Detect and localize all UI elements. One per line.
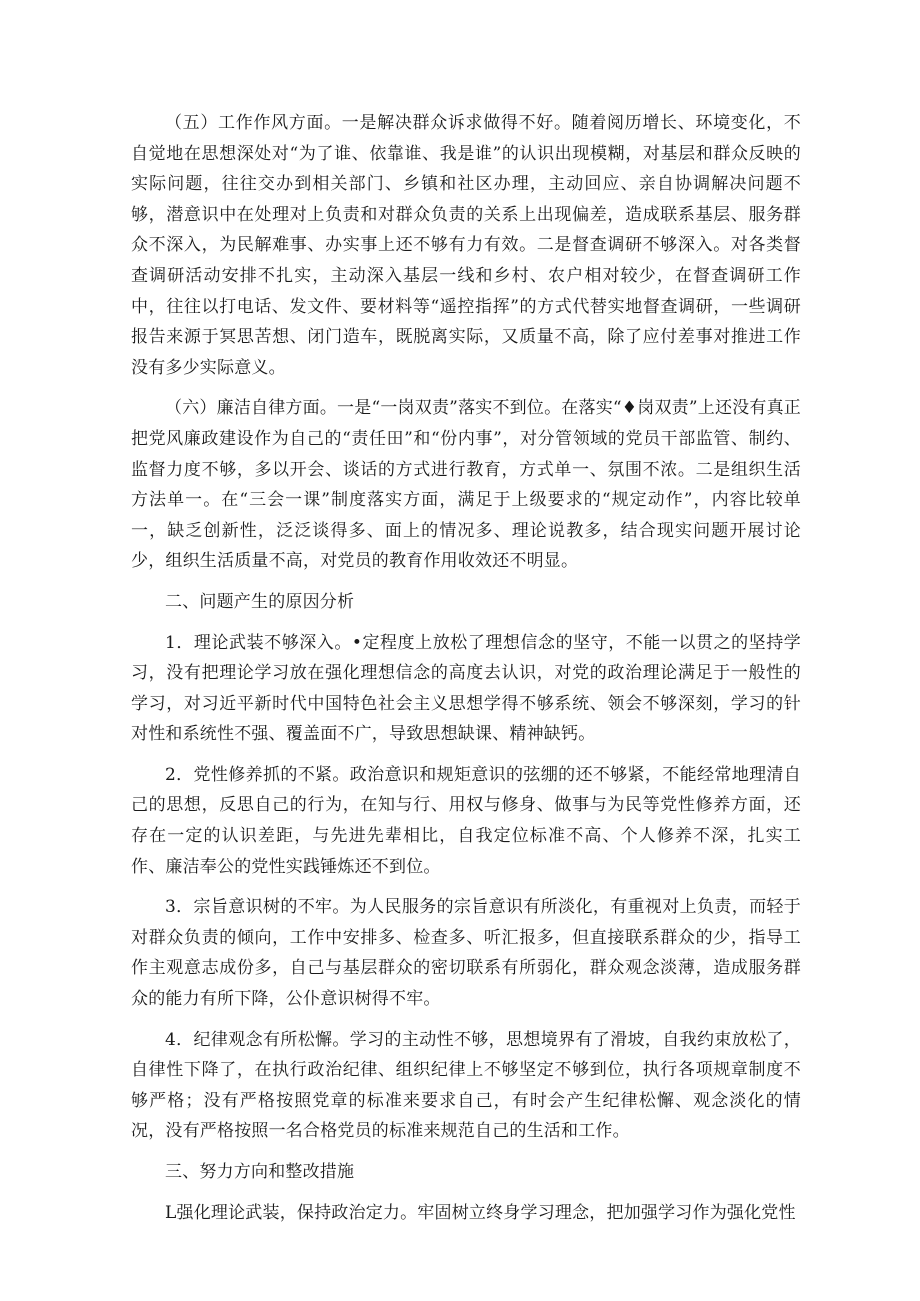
paragraph-cause-1: 1．理论武装不够深入。•定程度上放松了理想信念的坚守，不能一以贯之的坚持学习，没有把理论学习放在强化理想信念的高度去认识，对党的政治理论满足于一般性的学习，对习近平新时代中国特色社会主义思想学得不够系统、领会不够深刻，学习的针对性和系统性不强、覆盖面不广，导致思想缺课、精神缺钙。 xyxy=(131,632,801,745)
paragraph-cause-4: 4．纪律观念有所松懈。学习的主动性不够，思想境界有了滑坡，自我约束放松了，自律性下降了，在执行政治纪律、组织纪律上不够坚定不够到位，执行各项规章制度不够严格；没有严格按照党章的标准来要求自己，有时会产生纪律松懈、观念淡化的情况，没有严格按照一名合格党员的标准来规范自己的生活和工作。 xyxy=(131,1029,801,1142)
paragraph-integrity: （六）廉洁自律方面。一是“一岗双责”落实不到位。在落实“♦岗双责”上还没有真正把党风廉政建设作为自己的“责任田”和“份内事”，对分管领域的党员干部监管、制约、监督力度不够，多以开会、谈话的方式进行教育，方式单一、氛围不浓。二是组织生活方法单一。在“三会一课”制度落实方面，满足于上级要求的“规定动作”，内容比较单一，缺乏创新性，泛泛谈得多、面上的情况多、理论说教多，结合现实问题开展讨论少，组织生活质量不高，对党员的教育作用收效还不明显。 xyxy=(131,398,801,572)
paragraph-measure-1: L强化理论武装，保持政治定力。牢固树立终身学习理念，把加强学习作为强化党性 xyxy=(165,1202,796,1223)
section-heading-causes: 二、问题产生的原因分析 xyxy=(165,591,355,612)
paragraph-cause-2: 2．党性修养抓的不紧。政治意识和规矩意识的弦绷的还不够紧，不能经常地理清自己的思想，反思自己的行为，在知与行、用权与修身、做事与为民等党性修养方面，还存在一定的认识差距，与先进先辈相比，自我定位标准不高、个人修养不深，扎实工作、廉洁奉公的党性实践锤炼还不到位。 xyxy=(131,764,801,877)
section-heading-measures: 三、努力方向和整改措施 xyxy=(165,1162,355,1182)
paragraph-work-style: （五）工作作风方面。一是解决群众诉求做得不好。随着阅历增长、环境变化，不自觉地在思想深处对“为了谁、依靠谁、我是谁”的认识出现模糊，对基层和群众反映的实际问题，往往交办到相关部门、乡镇和社区办理，主动回应、亲自协调解决问题不够，潜意识中在处理对上负责和对群众负责的关系上出现偏差，造成联系基层、服务群众不深入，为民解难事、办实事上还不够有力有效。二是督查调研不够深入。对各类督查调研活动安排不扎实，主动深入基层一线和乡村、农户相对较少，在督查调研工作中，往往以打电话、发文件、要材料等“遥控指挥”的方式代替实地督查调研，一些调研报告来源于冥思苦想、闭门造车，既脱离实际，又质量不高，除了应付差事对推进工作没有多少实际意义。 xyxy=(131,113,801,378)
document-body xyxy=(131,108,801,1238)
paragraph-cause-3: 3．宗旨意识树的不牢。为人民服务的宗旨意识有所淡化，有重视对上负责，而轻于对群众负责的倾向，工作中安排多、检查多、听汇报多，但直接联系群众的少，指导工作主观意志成份多，自己与基层群众的密切联系有所弱化，群众观念淡薄，造成服务群众的能力有所下降，公仆意识树得不牢。 xyxy=(131,897,801,1010)
